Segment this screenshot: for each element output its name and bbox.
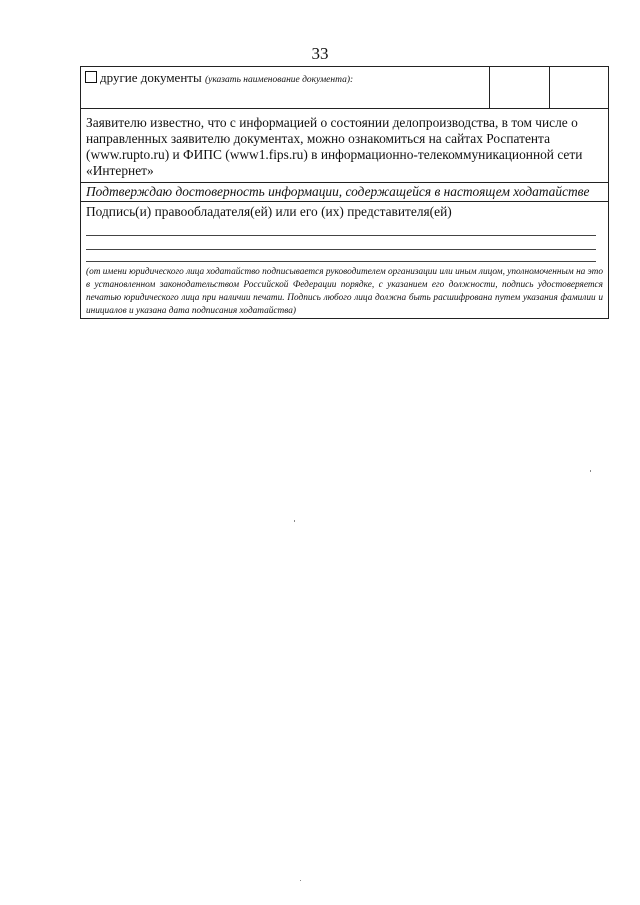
- other-documents-hint: (указать наименование документа):: [204, 75, 354, 85]
- notice-text: Заявителю известно, что с информацией о состоянии делопроизводства, в том числе о направленных заявителю документах, можно ознакомиться на сайтах Роспатента (www.rupto.ru) и ФИПС (www1.fips.ru) в информационно-телекоммуникационной сети «Интернет»: [86, 115, 583, 178]
- other-documents-row: [81, 67, 608, 109]
- signature-note: (от имени юридического лица ходатайство подписывается руководителем организации или иным лицом, уполномоченным на это в установленном законодательством Российской Федерации порядке, с указанием его должности, подпись удостоверяется печатью юридического лица при наличии печати. Подпись любого лица должна быть расшифрована путем указания фамилии и инициалов и указана дата подписания ходатайства): [86, 267, 603, 316]
- confirmation-row: [81, 183, 608, 202]
- signature-row: [81, 202, 608, 262]
- signature-line[interactable]: [86, 235, 596, 236]
- signature-note-row: [81, 262, 608, 318]
- documents-pages-cell[interactable]: [549, 67, 608, 108]
- signature-label: Подпись(и) правообладателя(ей) или его (их) представителя(ей): [86, 204, 452, 219]
- petition-form-table: [80, 66, 609, 319]
- page-number: 33: [311, 44, 329, 63]
- other-documents-cell: [81, 67, 489, 108]
- signature-line[interactable]: [86, 249, 596, 250]
- other-documents-label: другие документы: [100, 70, 202, 85]
- other-documents-checkbox[interactable]: [85, 71, 97, 83]
- confirmation-text: Подтверждаю достоверность информации, содержащейся в настоящем ходатайстве: [86, 184, 590, 199]
- scan-speck: [300, 880, 301, 881]
- documents-count-cell[interactable]: [489, 67, 549, 108]
- scan-speck: [590, 470, 591, 472]
- scan-speck: [294, 520, 295, 522]
- signature-line[interactable]: [86, 261, 596, 262]
- notice-row: [81, 109, 608, 183]
